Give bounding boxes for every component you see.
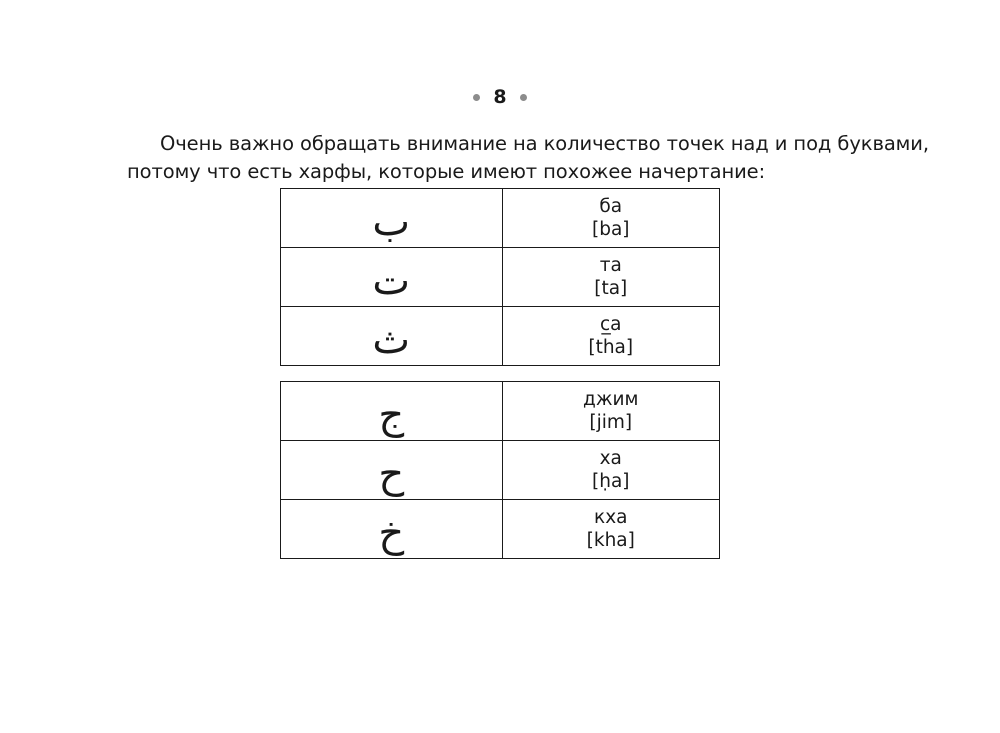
letter-transliteration: [tha]: [588, 337, 634, 358]
letter-name-cell: [502, 500, 720, 559]
letter-transliteration: [ba]: [591, 219, 630, 240]
table-row: [281, 441, 720, 500]
arabic-letter: ث: [372, 317, 411, 363]
arabic-letter-cell: [281, 500, 503, 559]
table-row: [281, 248, 720, 307]
page-number: 8: [493, 86, 507, 108]
page-number-row: [0, 84, 1000, 110]
letter-transliteration: [kha]: [586, 530, 635, 551]
letter-name-cell: [502, 382, 720, 441]
arabic-letter: ج: [378, 392, 405, 438]
arabic-letter-cell: [281, 441, 503, 500]
letter-name: ха: [599, 448, 622, 469]
table-row: [281, 500, 720, 559]
letter-name: c̲а: [599, 314, 622, 335]
letter-name-cell: [502, 307, 720, 366]
arabic-letter-cell: [281, 189, 503, 248]
letter-name: джим: [583, 389, 639, 410]
right-bullet-dot: [520, 94, 527, 101]
letter-transliteration: [jim]: [589, 412, 633, 433]
arabic-letter: ت: [372, 258, 411, 304]
arabic-letter: ب: [372, 199, 411, 245]
letter-name-cell: [502, 248, 720, 307]
letter-transliteration: [ta]: [594, 278, 628, 299]
letter-name: кха: [594, 507, 628, 528]
letter-name: та: [599, 255, 622, 276]
intro-paragraph: [127, 130, 929, 186]
letter-transliteration: [ḥa]: [592, 471, 630, 492]
left-bullet-dot: [473, 94, 480, 101]
table-row: [281, 307, 720, 366]
letter-name: ба: [599, 196, 623, 217]
paragraph-line-1: Очень важно обращать внимание на количество точек над и под буквами,: [160, 132, 929, 155]
paragraph-line-2: потому что есть харфы, которые имеют похожее начертание:: [127, 160, 766, 183]
letters-table-ba-ta-tha: [280, 188, 720, 366]
arabic-letter-cell: [281, 248, 503, 307]
arabic-letter: خ: [378, 510, 405, 556]
arabic-letter-cell: [281, 382, 503, 441]
table-row: [281, 382, 720, 441]
arabic-letter: ح: [378, 451, 405, 497]
letters-table-jim-ha-kha: [280, 381, 720, 559]
arabic-letter-cell: [281, 307, 503, 366]
letter-name-cell: [502, 441, 720, 500]
letter-name-cell: [502, 189, 720, 248]
table-row: [281, 189, 720, 248]
